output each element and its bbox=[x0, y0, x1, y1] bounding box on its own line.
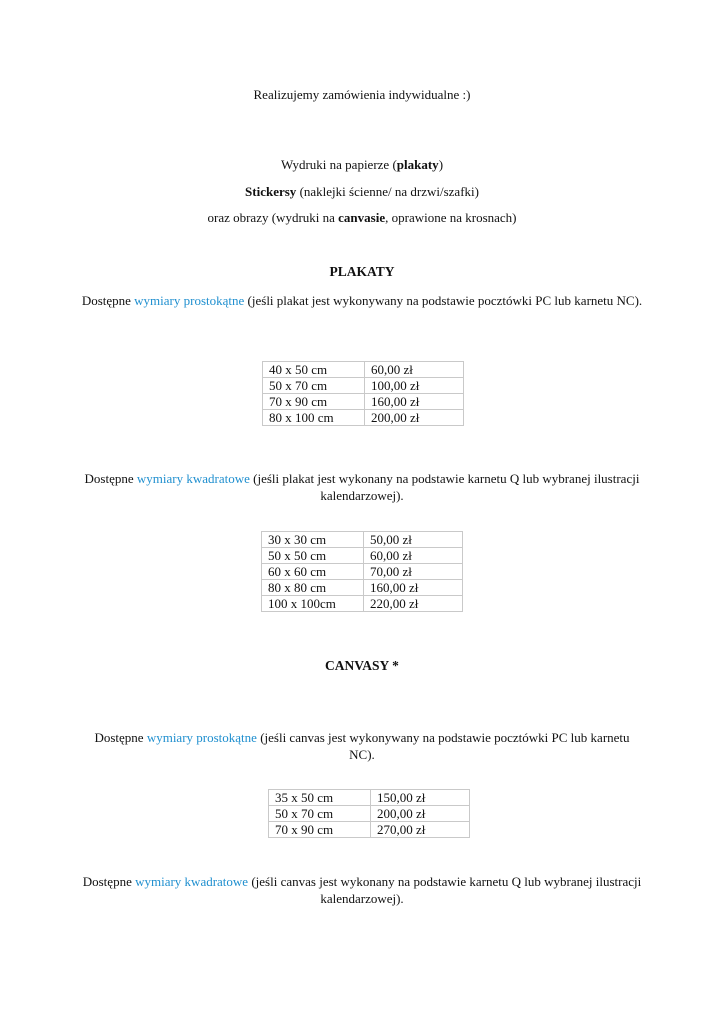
price-cell: 100,00 zł bbox=[365, 378, 464, 394]
price-cell: 270,00 zł bbox=[371, 822, 470, 838]
canvasy-square-note-highlight: wymiary kwadratowe bbox=[135, 874, 249, 889]
price-cell: 220,00 zł bbox=[364, 596, 463, 612]
plakaty-square-note-post: (jeśli plakat jest wykonany na podstawie karnetu Q lub wybranej ilustracji kalendarzowej). bbox=[249, 471, 640, 503]
table-row bbox=[269, 822, 470, 838]
canvasy-rect-note bbox=[90, 729, 634, 763]
plakaty-square-note-pre: Dostępne bbox=[84, 471, 137, 486]
plakaty-square-price-table bbox=[261, 531, 463, 612]
table-row bbox=[263, 410, 464, 426]
canvasy-heading: CANVASY * bbox=[325, 658, 399, 673]
table-row bbox=[262, 580, 463, 596]
table-row bbox=[269, 790, 470, 806]
size-cell: 80 x 80 cm bbox=[262, 580, 364, 596]
canvasy-square-note-post: (jeśli canvas jest wykonany na podstawie karnetu Q lub wybranej ilustracji kalendarzowej). bbox=[248, 874, 642, 906]
offer-line-posters-post: ) bbox=[438, 157, 444, 172]
size-cell: 35 x 50 cm bbox=[269, 790, 371, 806]
table-row bbox=[262, 548, 463, 564]
price-cell: 70,00 zł bbox=[364, 564, 463, 580]
size-cell: 80 x 100 cm bbox=[263, 410, 365, 426]
table-row bbox=[262, 532, 463, 548]
plakaty-heading: PLAKATY bbox=[329, 264, 395, 279]
offer-line-posters-bold: plakaty bbox=[396, 157, 439, 172]
offer-line-stickers-post: (naklejki ścienne/ na drzwi/szafki) bbox=[296, 184, 479, 199]
price-cell: 60,00 zł bbox=[365, 362, 464, 378]
offer-line-canvas bbox=[0, 210, 724, 226]
plakaty-rect-note-post: (jeśli plakat jest wykonywany na podstawie pocztówki PC lub karnetu NC). bbox=[244, 293, 643, 308]
table-row bbox=[269, 806, 470, 822]
size-cell: 50 x 70 cm bbox=[269, 806, 371, 822]
plakaty-square-note bbox=[82, 470, 642, 504]
price-cell: 160,00 zł bbox=[365, 394, 464, 410]
price-cell: 50,00 zł bbox=[364, 532, 463, 548]
offer-line-stickers-bold: Stickersy bbox=[245, 184, 297, 199]
size-cell: 40 x 50 cm bbox=[263, 362, 365, 378]
offer-line-canvas-bold: canvasie bbox=[338, 210, 386, 225]
price-cell: 150,00 zł bbox=[371, 790, 470, 806]
offer-line-canvas-post: , oprawione na krosnach) bbox=[385, 210, 517, 225]
size-cell: 70 x 90 cm bbox=[263, 394, 365, 410]
table-row bbox=[262, 564, 463, 580]
price-cell: 60,00 zł bbox=[364, 548, 463, 564]
canvasy-rect-price-table bbox=[268, 789, 470, 838]
size-cell: 50 x 50 cm bbox=[262, 548, 364, 564]
price-cell: 200,00 zł bbox=[371, 806, 470, 822]
plakaty-rect-note-highlight: wymiary prostokątne bbox=[134, 293, 245, 308]
canvasy-square-note-pre: Dostępne bbox=[82, 874, 136, 889]
size-cell: 60 x 60 cm bbox=[262, 564, 364, 580]
offer-line-stickers bbox=[0, 184, 724, 200]
table-row bbox=[263, 394, 464, 410]
intro-text: Realizujemy zamówienia indywidualne :) bbox=[253, 87, 471, 102]
table-row bbox=[263, 378, 464, 394]
price-cell: 160,00 zł bbox=[364, 580, 463, 596]
canvasy-rect-note-pre: Dostępne bbox=[94, 730, 147, 745]
offer-line-posters bbox=[0, 157, 724, 173]
size-cell: 30 x 30 cm bbox=[262, 532, 364, 548]
plakaty-rect-note bbox=[80, 292, 644, 309]
canvasy-square-note bbox=[82, 873, 642, 907]
table-row bbox=[263, 362, 464, 378]
table-row bbox=[262, 596, 463, 612]
offer-line-posters-pre: Wydruki na papierze ( bbox=[280, 157, 397, 172]
plakaty-rect-price-table bbox=[262, 361, 464, 426]
plakaty-rect-note-pre: Dostępne bbox=[81, 293, 135, 308]
canvasy-rect-note-post: (jeśli canvas jest wykonywany na podstawie pocztówki PC lub karnetu NC). bbox=[256, 730, 630, 762]
offer-line-canvas-pre: oraz obrazy (wydruki na bbox=[207, 210, 339, 225]
canvasy-rect-note-highlight: wymiary prostokątne bbox=[146, 730, 257, 745]
size-cell: 50 x 70 cm bbox=[263, 378, 365, 394]
plakaty-square-note-highlight: wymiary kwadratowe bbox=[136, 471, 250, 486]
price-cell: 200,00 zł bbox=[365, 410, 464, 426]
size-cell: 70 x 90 cm bbox=[269, 822, 371, 838]
size-cell: 100 x 100cm bbox=[262, 596, 364, 612]
